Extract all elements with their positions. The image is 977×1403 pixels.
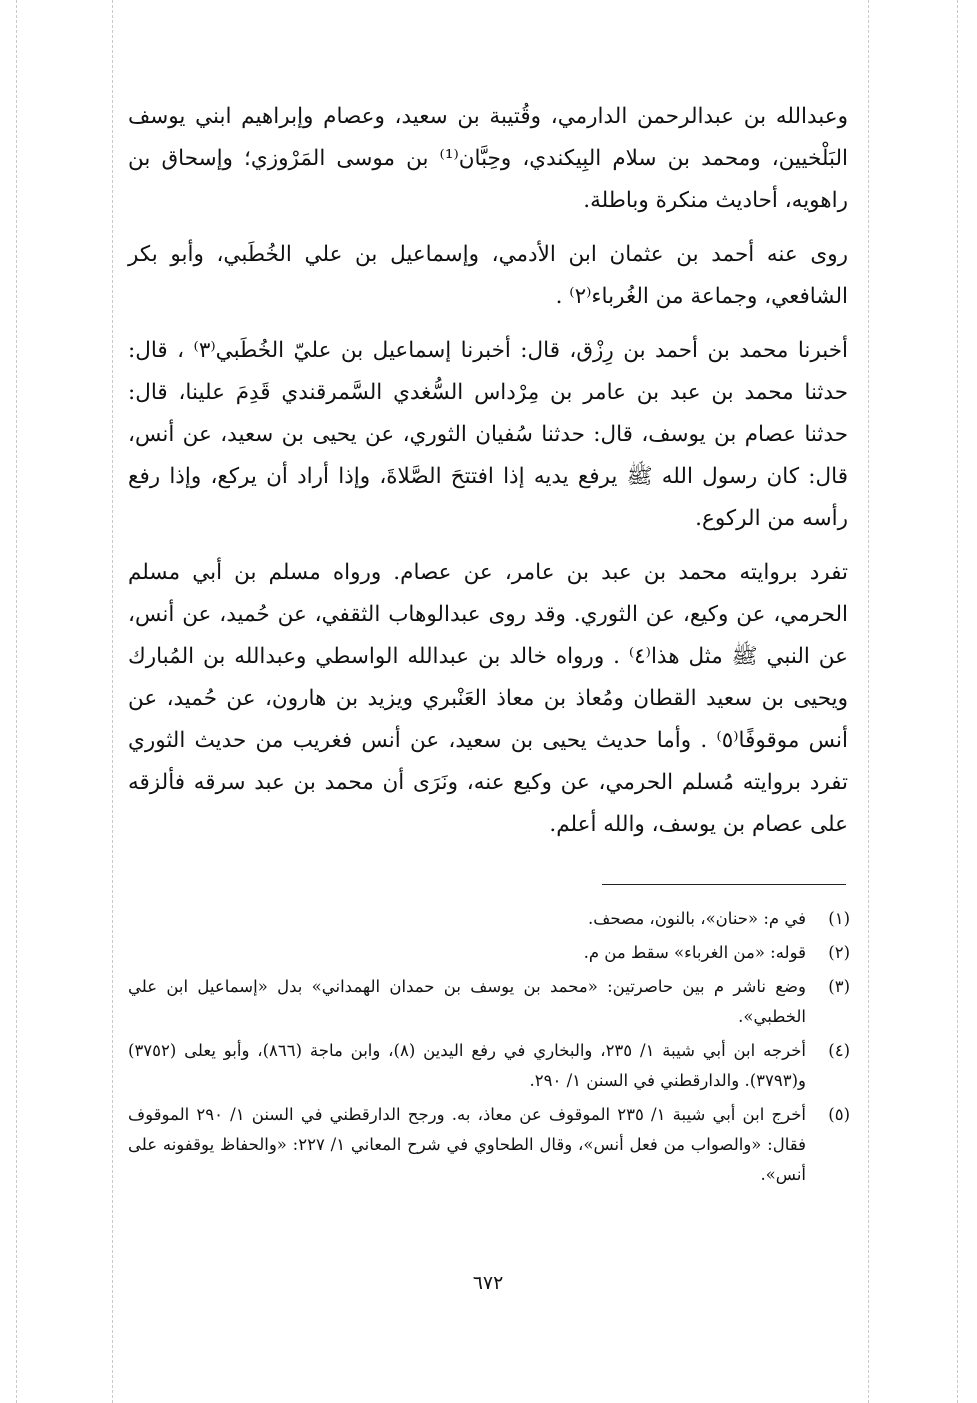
footnote-text: وضع ناشر م بين حاصرتين: «محمد بن يوسف بن حمدان الهمداني» بدل «إسماعيل ابن علي الخطبي». <box>128 977 806 1026</box>
footnote-text: في م: «حنان»، بالنون، مصحف. <box>588 909 806 928</box>
footnote-text: أخرجه ابن أبي شيبة ١/ ٢٣٥، والبخاري في رفع اليدين (٨)، وابن ماجة (٨٦٦)، وأبو يعلى (٣٧٥٢) و(٣٧٩٣). والدارقطني في السنن ١/ ٢٩٠. <box>128 1041 806 1090</box>
paragraph: وعبدالله بن عبدالرحمن الدارمي، وقُتيبة بن سعيد، وعصام وإبراهيم ابني يوسف البَلْخيين، ومحمد بن سلام البِيكندي، وحِبَّان⁽¹⁾ بن موسى المَرْوزي؛ وإسحاق بن راهويه، أحاديث منكرة وباطلة. <box>128 104 848 213</box>
margin-guide-line <box>957 0 958 1403</box>
paragraph: أخبرنا محمد بن أحمد بن رِزْق، قال: أخبرنا إسماعيل بن عليّ الخُطَبي⁽٣⁾ ، قال: حدثنا محمد بن عبد بن عامر بن مِرْداس السُّغدي السَّمرقندي قَدِمَ علينا، قال: حدثنا عصام بن يوسف، قال: حدثنا سُفيان الثوري، عن يحيى بن سعيد، عن أنس، قال: كان رسول الله ﷺ يرفع يديه إذا افتتحَ الصَّلاةَ، وإذا أراد أن يركع، وإذا رفع رأسه من الركوع. <box>128 338 848 531</box>
footnote <box>128 938 850 968</box>
footnote-number: (٤) <box>828 1041 850 1060</box>
paragraph: روى عنه أحمد بن عثمان ابن الأدمي، وإسماعيل بن علي الخُطَبي، وأبو بكر الشافعي، وجماعة من الغُرباء⁽٢⁾ . <box>128 242 848 309</box>
margin-guide-line <box>868 0 869 1403</box>
footnote <box>128 1036 850 1096</box>
footnote-number: (٣) <box>828 977 850 996</box>
footnote-number: (٢) <box>828 943 850 962</box>
footnote <box>128 1100 850 1190</box>
footnote <box>128 904 850 934</box>
footnote-number: (١) <box>828 909 850 928</box>
margin-guide-line <box>16 0 17 1403</box>
paragraph: تفرد بروايته محمد بن عبد بن عامر، عن عصام. ورواه مسلم بن أبي مسلم الحرمي، عن وكيع، عن الثوري. وقد روى عبدالوهاب الثقفي، عن حُميد، عن أنس، عن النبي ﷺ مثل هذا⁽٤⁾ . ورواه خالد بن عبدالله الواسطي وعبدالله بن المُبارك ويحيى بن سعيد القطان ومُعاذ بن معاذ العَنْبري ويزيد بن هارون، عن حُميد، عن أنس موقوفًا⁽٥⁾ . وأما حديث يحيى بن سعيد، عن أنس فغريب من حديث الثوري تفرد بروايته مُسلم الحرمي، عن وكيع عنه، ونَرَى أن محمد بن عبد سرقه فألزقه على عصام بن يوسف، والله أعلم. <box>128 560 848 837</box>
footnote-text: قوله: «من الغرباء» سقط من م. <box>583 943 806 962</box>
page-number: ٦٧٢ <box>472 1272 504 1294</box>
footnotes-list <box>128 904 850 1194</box>
footnote-separator <box>602 884 846 885</box>
footnote-number: (٥) <box>828 1105 850 1124</box>
margin-guide-line <box>112 0 113 1403</box>
main-text <box>128 96 848 858</box>
footnote <box>128 972 850 1032</box>
footnote-text: أخرج ابن أبي شيبة ١/ ٢٣٥ الموقوف عن معاذ، به. ورجح الدارقطني في السنن ١/ ٢٩٠ الموقوف فقال: «والصواب من فعل أنس»، وقال الطحاوي في شرح المعاني ١/ ٢٢٧: «والحفاظ يوقفونه على أنس». <box>128 1105 807 1184</box>
